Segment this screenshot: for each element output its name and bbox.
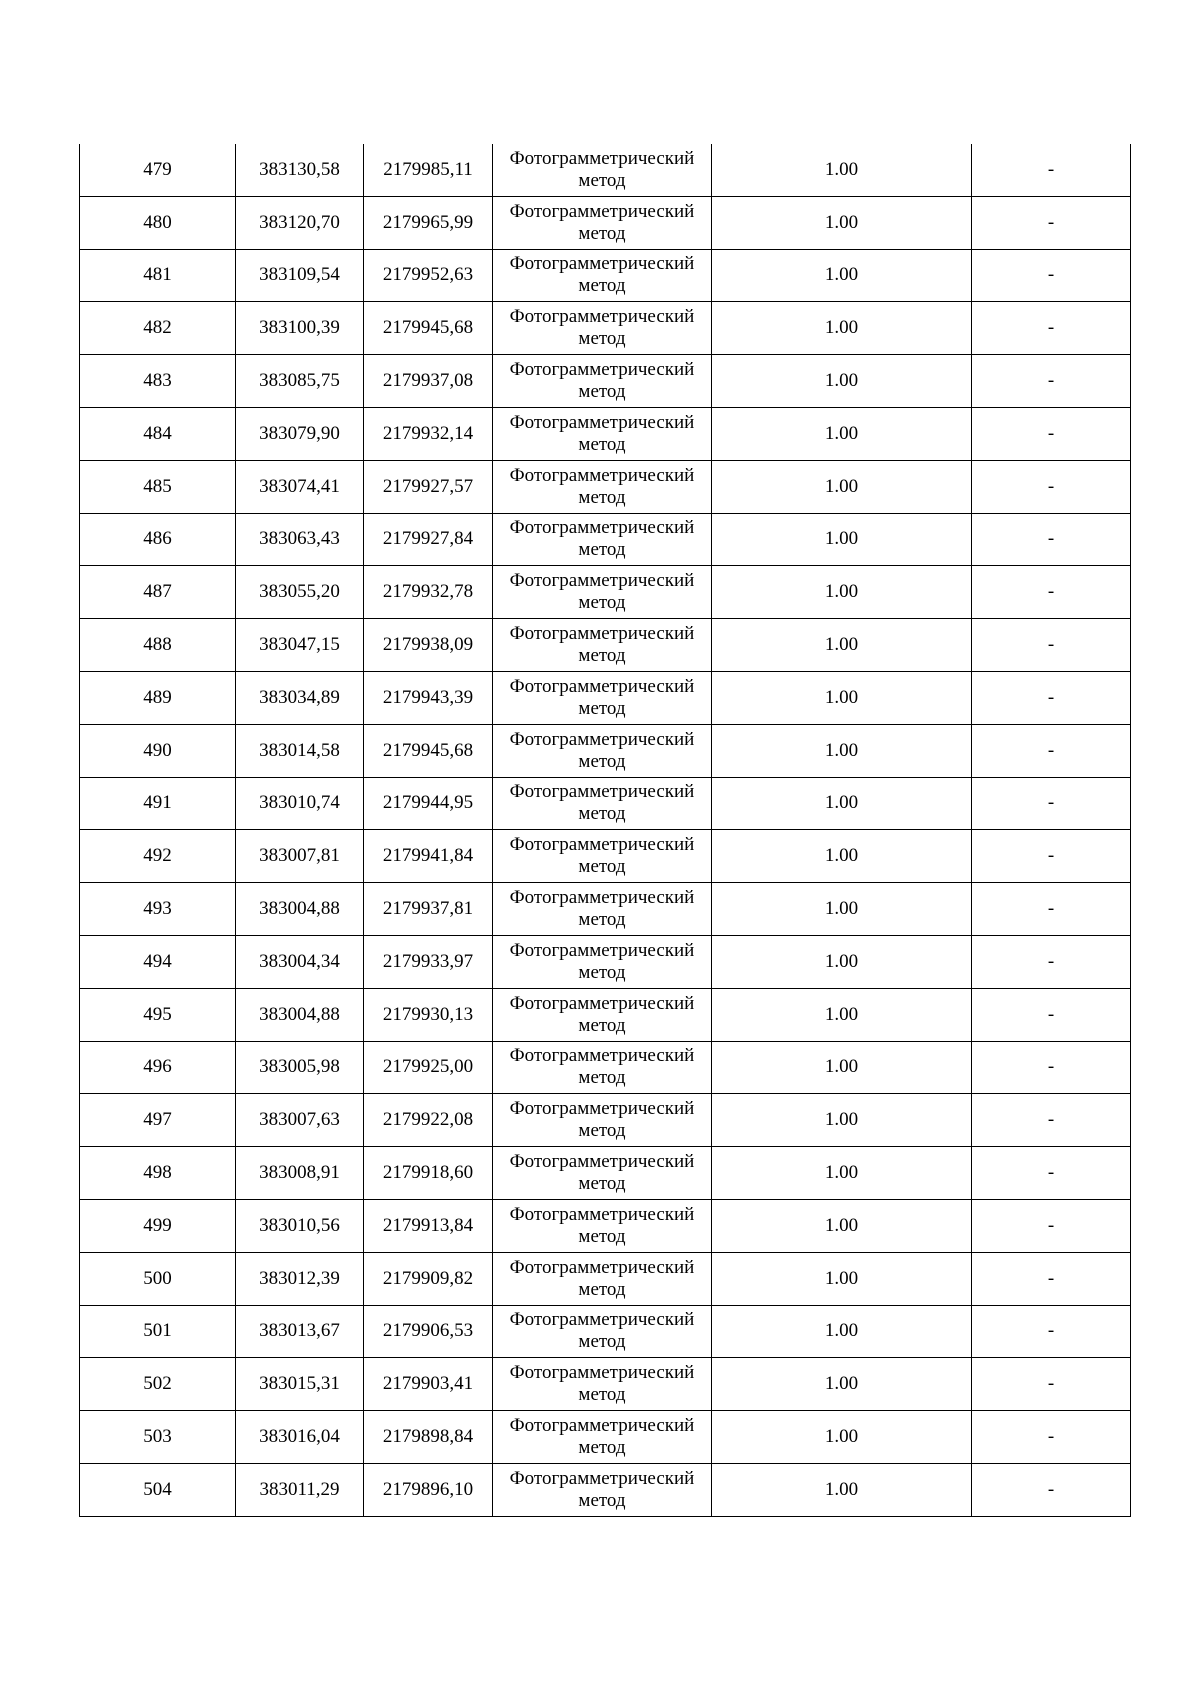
method-cell (493, 249, 712, 302)
accuracy-cell: 1.00 (712, 513, 972, 566)
method-cell (493, 302, 712, 355)
method-cell (493, 935, 712, 988)
x-coordinate-cell: 383008,91 (236, 1147, 364, 1200)
y-coordinate-cell: 2179932,14 (364, 407, 493, 460)
method-line1: Фотограмметрический (509, 1415, 695, 1437)
y-coordinate-cell: 2179941,84 (364, 830, 493, 883)
note-cell: - (972, 1094, 1131, 1147)
x-coordinate-cell: 383010,74 (236, 777, 364, 830)
table-row (80, 777, 1131, 830)
x-coordinate-cell: 383120,70 (236, 196, 364, 249)
accuracy-cell: 1.00 (712, 1305, 972, 1358)
table-row (80, 1411, 1131, 1464)
note-cell: - (972, 830, 1131, 883)
note-cell: - (972, 935, 1131, 988)
method-line1: Фотограмметрический (509, 1203, 695, 1225)
y-coordinate-cell: 2179952,63 (364, 249, 493, 302)
table-row (80, 460, 1131, 513)
method-line1: Фотограмметрический (509, 570, 695, 592)
method-cell (493, 566, 712, 619)
method-line1: Фотограмметрический (509, 200, 695, 222)
note-cell: - (972, 724, 1131, 777)
method-cell (493, 1147, 712, 1200)
method-line2: метод (578, 1384, 626, 1406)
y-coordinate-cell: 2179909,82 (364, 1252, 493, 1305)
method-line2: метод (578, 486, 626, 508)
method-line1: Фотограмметрический (509, 464, 695, 486)
point-number-cell: 501 (80, 1305, 236, 1358)
note-cell: - (972, 1411, 1131, 1464)
y-coordinate-cell: 2179945,68 (364, 724, 493, 777)
table-row (80, 883, 1131, 936)
method-line1: Фотограмметрический (509, 359, 695, 381)
table-row (80, 566, 1131, 619)
accuracy-cell: 1.00 (712, 1041, 972, 1094)
method-line2: метод (578, 1014, 626, 1036)
table-row (80, 1199, 1131, 1252)
accuracy-cell: 1.00 (712, 1463, 972, 1516)
method-cell (493, 619, 712, 672)
note-cell: - (972, 302, 1131, 355)
method-line1: Фотограмметрический (509, 1362, 695, 1384)
method-cell (493, 883, 712, 936)
table-row (80, 1147, 1131, 1200)
table-row (80, 1252, 1131, 1305)
y-coordinate-cell: 2179918,60 (364, 1147, 493, 1200)
x-coordinate-cell: 383085,75 (236, 355, 364, 408)
note-cell: - (972, 196, 1131, 249)
note-cell: - (972, 355, 1131, 408)
point-number-cell: 484 (80, 407, 236, 460)
x-coordinate-cell: 383007,63 (236, 1094, 364, 1147)
method-line1: Фотограмметрический (509, 147, 695, 169)
accuracy-cell: 1.00 (712, 1252, 972, 1305)
method-line2: метод (578, 750, 626, 772)
y-coordinate-cell: 2179927,84 (364, 513, 493, 566)
method-line2: метод (578, 539, 626, 561)
note-cell: - (972, 1199, 1131, 1252)
accuracy-cell: 1.00 (712, 619, 972, 672)
method-line2: метод (578, 909, 626, 931)
table-row (80, 407, 1131, 460)
table-row (80, 830, 1131, 883)
table-row (80, 302, 1131, 355)
y-coordinate-cell: 2179937,81 (364, 883, 493, 936)
y-coordinate-cell: 2179903,41 (364, 1358, 493, 1411)
method-cell (493, 1252, 712, 1305)
method-line2: метод (578, 433, 626, 455)
method-cell (493, 988, 712, 1041)
accuracy-cell: 1.00 (712, 566, 972, 619)
method-line2: метод (578, 1120, 626, 1142)
method-cell (493, 144, 712, 196)
x-coordinate-cell: 383109,54 (236, 249, 364, 302)
y-coordinate-cell: 2179965,99 (364, 196, 493, 249)
y-coordinate-cell: 2179913,84 (364, 1199, 493, 1252)
method-cell (493, 1411, 712, 1464)
method-line1: Фотограмметрический (509, 1098, 695, 1120)
y-coordinate-cell: 2179922,08 (364, 1094, 493, 1147)
table-row (80, 1463, 1131, 1516)
method-cell (493, 777, 712, 830)
method-line2: метод (578, 222, 626, 244)
method-line2: метод (578, 856, 626, 878)
accuracy-cell: 1.00 (712, 1358, 972, 1411)
method-cell (493, 355, 712, 408)
table-row (80, 935, 1131, 988)
point-number-cell: 491 (80, 777, 236, 830)
accuracy-cell: 1.00 (712, 1411, 972, 1464)
y-coordinate-cell: 2179945,68 (364, 302, 493, 355)
y-coordinate-cell: 2179937,08 (364, 355, 493, 408)
point-number-cell: 504 (80, 1463, 236, 1516)
table-row (80, 1094, 1131, 1147)
note-cell: - (972, 1147, 1131, 1200)
accuracy-cell: 1.00 (712, 883, 972, 936)
point-number-cell: 479 (80, 144, 236, 196)
point-number-cell: 503 (80, 1411, 236, 1464)
table-row (80, 671, 1131, 724)
method-line2: метод (578, 961, 626, 983)
table-body (80, 144, 1131, 1516)
point-number-cell: 482 (80, 302, 236, 355)
method-line2: метод (578, 1173, 626, 1195)
method-cell (493, 513, 712, 566)
x-coordinate-cell: 383004,34 (236, 935, 364, 988)
x-coordinate-cell: 383005,98 (236, 1041, 364, 1094)
table-row (80, 1305, 1131, 1358)
point-number-cell: 489 (80, 671, 236, 724)
method-cell (493, 671, 712, 724)
method-line1: Фотограмметрический (509, 834, 695, 856)
method-line2: метод (578, 1278, 626, 1300)
x-coordinate-cell: 383015,31 (236, 1358, 364, 1411)
x-coordinate-cell: 383012,39 (236, 1252, 364, 1305)
note-cell: - (972, 1358, 1131, 1411)
accuracy-cell: 1.00 (712, 302, 972, 355)
point-number-cell: 486 (80, 513, 236, 566)
table-row (80, 144, 1131, 196)
note-cell: - (972, 566, 1131, 619)
method-line1: Фотограмметрический (509, 1045, 695, 1067)
y-coordinate-cell: 2179898,84 (364, 1411, 493, 1464)
note-cell: - (972, 1463, 1131, 1516)
accuracy-cell: 1.00 (712, 144, 972, 196)
x-coordinate-cell: 383055,20 (236, 566, 364, 619)
method-line2: метод (578, 1331, 626, 1353)
method-cell (493, 724, 712, 777)
note-cell: - (972, 988, 1131, 1041)
y-coordinate-cell: 2179927,57 (364, 460, 493, 513)
method-line2: метод (578, 381, 626, 403)
method-line2: метод (578, 592, 626, 614)
method-line2: метод (578, 275, 626, 297)
accuracy-cell: 1.00 (712, 988, 972, 1041)
note-cell: - (972, 619, 1131, 672)
method-line2: метод (578, 697, 626, 719)
x-coordinate-cell: 383034,89 (236, 671, 364, 724)
y-coordinate-cell: 2179943,39 (364, 671, 493, 724)
x-coordinate-cell: 383011,29 (236, 1463, 364, 1516)
accuracy-cell: 1.00 (712, 249, 972, 302)
x-coordinate-cell: 383100,39 (236, 302, 364, 355)
method-cell (493, 1041, 712, 1094)
method-line2: метод (578, 1067, 626, 1089)
method-line2: метод (578, 645, 626, 667)
coordinates-table (79, 144, 1131, 1517)
method-line1: Фотограмметрический (509, 781, 695, 803)
accuracy-cell: 1.00 (712, 460, 972, 513)
x-coordinate-cell: 383007,81 (236, 830, 364, 883)
x-coordinate-cell: 383047,15 (236, 619, 364, 672)
method-line1: Фотограмметрический (509, 253, 695, 275)
y-coordinate-cell: 2179896,10 (364, 1463, 493, 1516)
method-cell (493, 1358, 712, 1411)
accuracy-cell: 1.00 (712, 1094, 972, 1147)
method-cell (493, 1094, 712, 1147)
point-number-cell: 483 (80, 355, 236, 408)
accuracy-cell: 1.00 (712, 724, 972, 777)
method-cell (493, 1199, 712, 1252)
method-cell (493, 830, 712, 883)
accuracy-cell: 1.00 (712, 671, 972, 724)
table-row (80, 513, 1131, 566)
method-line1: Фотограмметрический (509, 728, 695, 750)
note-cell: - (972, 671, 1131, 724)
x-coordinate-cell: 383010,56 (236, 1199, 364, 1252)
x-coordinate-cell: 383004,88 (236, 883, 364, 936)
method-line2: метод (578, 1225, 626, 1247)
y-coordinate-cell: 2179925,00 (364, 1041, 493, 1094)
point-number-cell: 493 (80, 883, 236, 936)
method-line1: Фотограмметрический (509, 1151, 695, 1173)
y-coordinate-cell: 2179906,53 (364, 1305, 493, 1358)
accuracy-cell: 1.00 (712, 1199, 972, 1252)
accuracy-cell: 1.00 (712, 355, 972, 408)
point-number-cell: 490 (80, 724, 236, 777)
point-number-cell: 480 (80, 196, 236, 249)
x-coordinate-cell: 383130,58 (236, 144, 364, 196)
method-line1: Фотограмметрический (509, 1309, 695, 1331)
method-cell (493, 407, 712, 460)
note-cell: - (972, 1305, 1131, 1358)
method-line2: метод (578, 169, 626, 191)
note-cell: - (972, 407, 1131, 460)
x-coordinate-cell: 383016,04 (236, 1411, 364, 1464)
point-number-cell: 485 (80, 460, 236, 513)
method-line1: Фотограмметрический (509, 992, 695, 1014)
table-row (80, 619, 1131, 672)
method-line2: метод (578, 328, 626, 350)
note-cell: - (972, 144, 1131, 196)
point-number-cell: 497 (80, 1094, 236, 1147)
note-cell: - (972, 777, 1131, 830)
method-line1: Фотограмметрический (509, 1256, 695, 1278)
method-line1: Фотограмметрический (509, 517, 695, 539)
point-number-cell: 492 (80, 830, 236, 883)
point-number-cell: 495 (80, 988, 236, 1041)
note-cell: - (972, 513, 1131, 566)
y-coordinate-cell: 2179944,95 (364, 777, 493, 830)
x-coordinate-cell: 383074,41 (236, 460, 364, 513)
table-row (80, 1041, 1131, 1094)
x-coordinate-cell: 383014,58 (236, 724, 364, 777)
method-line1: Фотограмметрический (509, 939, 695, 961)
x-coordinate-cell: 383013,67 (236, 1305, 364, 1358)
method-line1: Фотограмметрический (509, 675, 695, 697)
note-cell: - (972, 460, 1131, 513)
x-coordinate-cell: 383079,90 (236, 407, 364, 460)
point-number-cell: 500 (80, 1252, 236, 1305)
table-row (80, 355, 1131, 408)
accuracy-cell: 1.00 (712, 407, 972, 460)
method-line1: Фотограмметрический (509, 887, 695, 909)
method-line1: Фотограмметрический (509, 306, 695, 328)
table-row (80, 724, 1131, 777)
accuracy-cell: 1.00 (712, 935, 972, 988)
accuracy-cell: 1.00 (712, 830, 972, 883)
table-row (80, 249, 1131, 302)
method-line2: метод (578, 1489, 626, 1511)
method-line1: Фотограмметрический (509, 623, 695, 645)
accuracy-cell: 1.00 (712, 777, 972, 830)
accuracy-cell: 1.00 (712, 196, 972, 249)
y-coordinate-cell: 2179930,13 (364, 988, 493, 1041)
method-cell (493, 196, 712, 249)
table-row (80, 1358, 1131, 1411)
point-number-cell: 487 (80, 566, 236, 619)
method-line2: метод (578, 1437, 626, 1459)
point-number-cell: 498 (80, 1147, 236, 1200)
point-number-cell: 481 (80, 249, 236, 302)
y-coordinate-cell: 2179938,09 (364, 619, 493, 672)
note-cell: - (972, 1252, 1131, 1305)
y-coordinate-cell: 2179985,11 (364, 144, 493, 196)
point-number-cell: 488 (80, 619, 236, 672)
x-coordinate-cell: 383063,43 (236, 513, 364, 566)
table-row (80, 196, 1131, 249)
note-cell: - (972, 249, 1131, 302)
note-cell: - (972, 883, 1131, 936)
accuracy-cell: 1.00 (712, 1147, 972, 1200)
method-cell (493, 1305, 712, 1358)
method-cell (493, 1463, 712, 1516)
x-coordinate-cell: 383004,88 (236, 988, 364, 1041)
note-cell: - (972, 1041, 1131, 1094)
table-row (80, 988, 1131, 1041)
point-number-cell: 494 (80, 935, 236, 988)
y-coordinate-cell: 2179932,78 (364, 566, 493, 619)
y-coordinate-cell: 2179933,97 (364, 935, 493, 988)
method-line2: метод (578, 803, 626, 825)
point-number-cell: 496 (80, 1041, 236, 1094)
method-line1: Фотограмметрический (509, 411, 695, 433)
method-cell (493, 460, 712, 513)
point-number-cell: 499 (80, 1199, 236, 1252)
method-line1: Фотограмметрический (509, 1467, 695, 1489)
point-number-cell: 502 (80, 1358, 236, 1411)
